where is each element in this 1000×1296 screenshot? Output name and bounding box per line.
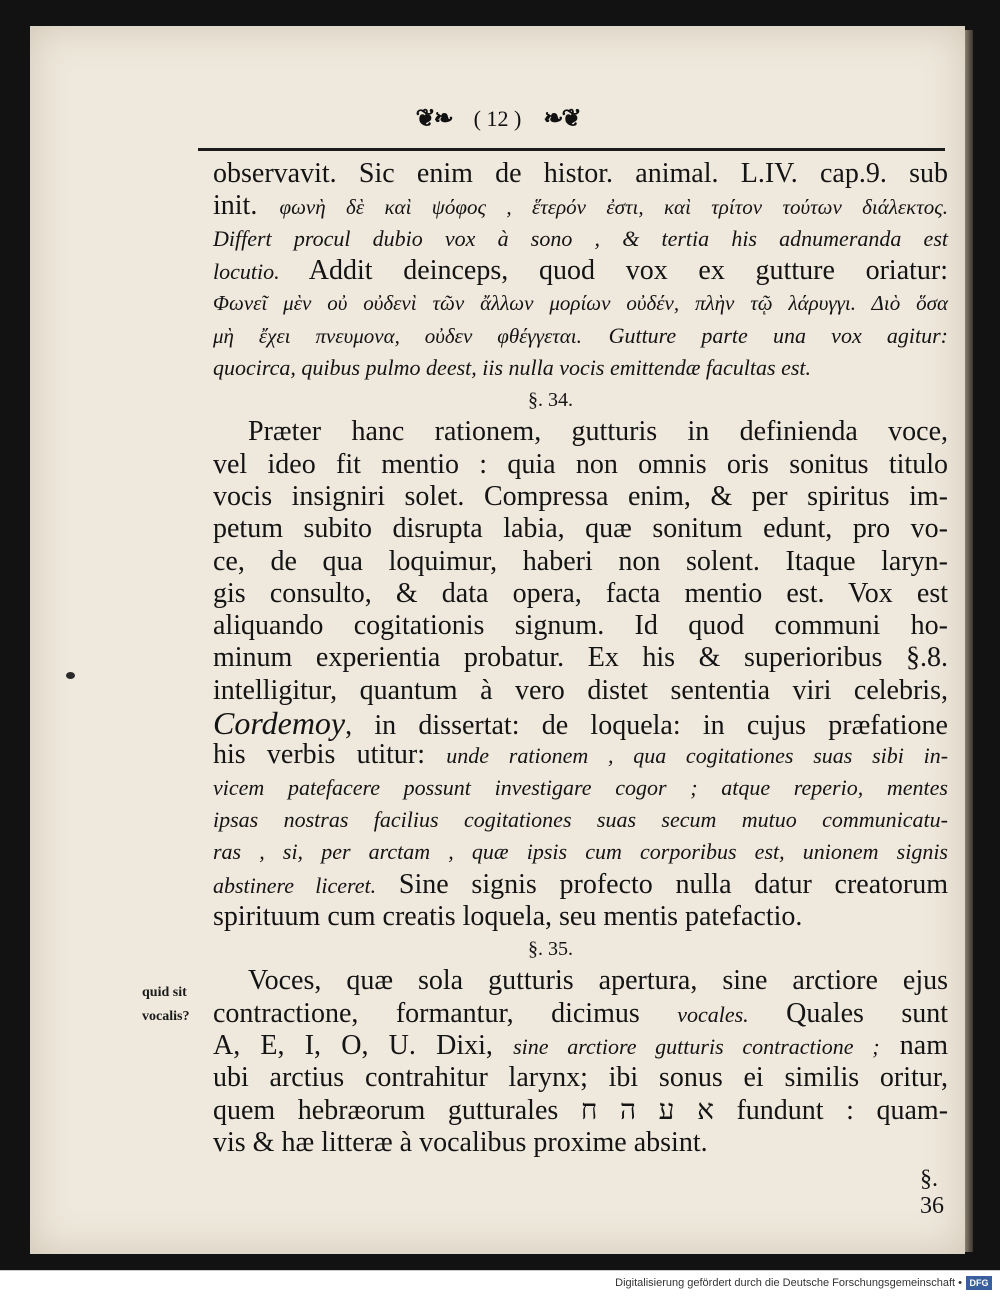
header-ornament-left: ❦❧ [415,106,452,132]
page-number: ( 12 ) [473,106,522,131]
text-line: abstinere liceret. Sine signis profecto nulla datur creatorum [213,868,948,900]
author-name: Cordemoy [213,705,346,742]
text-line: intelligitur, quantum à vero distet sententia viri celebris, [213,674,948,706]
text-line: observavit. Sic enim de histor. animal. L.IV. cap.9. sub [213,158,948,189]
section-number: §. 35. [528,938,573,961]
text-line: Differt procul dubio vox à sono , & tertia his adnumeranda est [213,225,948,251]
text-line: Voces, quæ sola gutturis apertura, sine arctiore ejus [248,965,948,997]
text-line: init. φωνὴ δὲ καὶ ψόφος , ἕτερόν ἐστι, καὶ τρίτον τούτων διάλεκτος. [213,190,948,222]
text-line: aliquando cogitationis signum. Id quod communi ho- [213,610,948,642]
text-line: μὴ ἔχει πνευμονα, οὐδεν φθέγγεται. Gutture parte una vox agitur: [213,323,949,349]
text-line: vel ideo fit mentio : quia non omnis oris sonitus titulo [213,448,948,480]
text-line: ipsas nostras facilius cogitationes suas secum mutuo communicatu- [213,806,948,832]
text-line: ubi arctius contrahitur larynx; ibi sonus ei similis oritur, [213,1062,948,1094]
text-line: vis & hæ litteræ à vocalibus proxime absint. [213,1126,708,1158]
text-line: ce, de qua loquimur, haberi non solent. Itaque laryn- [213,545,948,577]
text-line: quocirca, quibus pulmo deest, iis nulla vocis emittendæ facultas est. [213,354,812,380]
text-line: his verbis utitur: unde rationem , qua cogitationes suas sibi in- [213,739,949,771]
text-line: Præter hanc rationem, gutturis in definienda voce, [248,416,948,448]
margin-note: quid sit vocalis? [142,985,190,1024]
greek-quote: Φωνεῖ μὲν οὐ οὐδενὶ τῶν ἄλλων μορίων οὐδέν, πλὴν τῷ λάρυγγι. Διὸ ὅσα [213,291,948,316]
text-line: vocis insigniri solet. Compressa enim, & per spiritus im- [213,480,948,512]
text-line: A, E, I, O, U. Dixi, sine arctiore gutturis contractione ; nam [213,1030,948,1062]
text-line: vicem patefacere possunt investigare cogor ; atque reperio, mentes [213,774,948,800]
catchword: §. 36 [920,1166,944,1219]
section-number: §. 34. [528,389,573,412]
text-line: contractione, formantur, dicimus vocales. Quales sunt [213,997,949,1029]
text-line: locutio. Addit deinceps, quod vox ex gutture oriatur: [213,254,948,286]
text-line: ras , si, per arctam , quæ ipsis cum corporibus est, unionem signis [213,839,948,865]
text-line: quem hebræorum gutturales א ע ה ח fundunt : quam- [213,1094,949,1126]
text-line: spirituum cum creatis loquela, seu mentis patefactio. [213,900,803,932]
page-header [30,104,965,133]
greek-quote: φωνὴ δὲ καὶ ψόφος , ἕτερόν ἐστι, καὶ τρίτον τούτων διάλεκτος. [279,195,948,220]
hebrew-letters: א ע ה ח [580,1094,714,1126]
ink-spot [66,672,75,679]
main-text [213,158,948,1159]
text-line: minum experientia probatur. Ex his & superioribus §.8. [213,642,948,674]
header-rule [198,148,945,151]
dfg-logo: DFG [966,1276,992,1290]
header-ornament-right: ❧❦ [543,106,580,132]
text-line: petum subito disrupta labia, quæ sonitum edunt, pro vo- [213,513,948,545]
footer-bar [0,1270,1000,1296]
text-line: Cordemoy, in dissertat: de loquela: in cujus præfatione [213,705,948,742]
page-edge [965,30,973,1252]
text-line: gis consulto, & data opera, facta mentio est. Vox est [213,577,948,609]
funding-credit: Digitalisierung gefördert durch die Deutsche Forschungsgemeinschaft • [615,1277,962,1289]
book-page [30,26,965,1254]
